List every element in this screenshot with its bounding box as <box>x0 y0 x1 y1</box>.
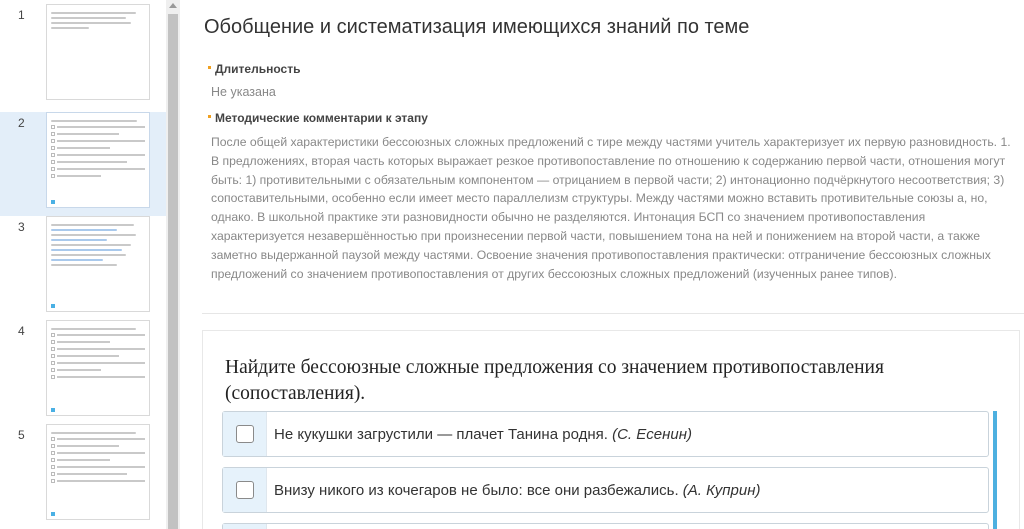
divider <box>202 313 1024 314</box>
comments-label: Методические комментарии к этапу <box>208 111 428 125</box>
slide-number: 3 <box>18 220 25 234</box>
answer-checkbox[interactable] <box>236 481 254 499</box>
option-text: Внизу никого из кочегаров не было: все они разбежались. (А. Куприн) <box>274 481 761 499</box>
answer-checkbox[interactable] <box>236 425 254 443</box>
sidebar-scrollbar[interactable] <box>166 0 180 529</box>
slide-preview <box>46 216 150 312</box>
bullet-icon <box>208 115 211 118</box>
checkbox-area[interactable] <box>223 412 267 456</box>
slide-number: 4 <box>18 324 25 338</box>
comments-text: После общей характеристики бессоюзных сложных предложений с тире между частями учитель характеризует их первую разновидность. 1. В предложениях, вторая часть которых выражает резкое противопоставление по отношению к содержанию первой части, отношения могут быть: 1) противительными с обязательным компонентом — отрицанием в первой части; 2) интонационно подчёркнутого несоответствия; 3) сопоставительными, особенно если имеет место параллелизм структуры. Между частями можно вставить противительные союзы а, но, однако. В школьной практике эти разновидности обычно не разделяются. Интонация БСП со значением противопоставления характеризуется незавершённостью при произнесении первой части, повышением тона на ней и понижением на второй части, а также заметно выдержанной паузой между частями. Освоение значения противопоставления практически: отграничение бессоюзных сложных предложений со значением противопоставления от других бессоюзных сложных предложений (изученных ранее типов). <box>211 135 1011 281</box>
slide-thumbnail-4[interactable] <box>0 320 166 424</box>
scroll-accent-bar <box>993 411 997 529</box>
slide-thumbnail-2[interactable] <box>0 112 166 216</box>
answer-option-3[interactable] <box>222 523 989 529</box>
slide-preview <box>46 424 150 520</box>
slide-preview <box>46 112 150 208</box>
checkbox-area[interactable] <box>223 468 267 512</box>
slide-preview <box>46 320 150 416</box>
slide-thumbnail-1[interactable] <box>0 4 166 108</box>
bullet-icon <box>208 66 211 69</box>
answer-option-1[interactable] <box>222 411 989 457</box>
slide-number: 2 <box>18 116 25 130</box>
stage-content <box>180 0 1024 529</box>
duration-value: Не указана <box>211 85 276 99</box>
slide-number: 1 <box>18 8 25 22</box>
slide-preview <box>46 4 150 100</box>
checkbox-area[interactable] <box>223 524 267 529</box>
answer-option-2[interactable] <box>222 467 989 513</box>
task-question: Найдите бессоюзные сложные предложения со значением противопоставления (сопоставления). <box>225 357 884 404</box>
slide-thumbnail-3[interactable] <box>0 216 166 320</box>
task-card <box>202 330 1020 529</box>
slide-thumbnail-5[interactable] <box>0 424 166 528</box>
slide-navigator <box>0 0 166 529</box>
duration-label: Длительность <box>208 62 300 76</box>
page-title: Обобщение и систематизация имеющихся знаний по теме <box>204 16 750 38</box>
scroll-up-arrow-icon[interactable] <box>169 3 177 8</box>
option-author: (С. Есенин) <box>612 425 692 443</box>
option-author: (А. Куприн) <box>682 481 761 499</box>
slide-number: 5 <box>18 428 25 442</box>
option-text: Не кукушки загрустили — плачет Танина родня. (С. Есенин) <box>274 425 692 443</box>
scrollbar-thumb[interactable] <box>168 14 178 529</box>
